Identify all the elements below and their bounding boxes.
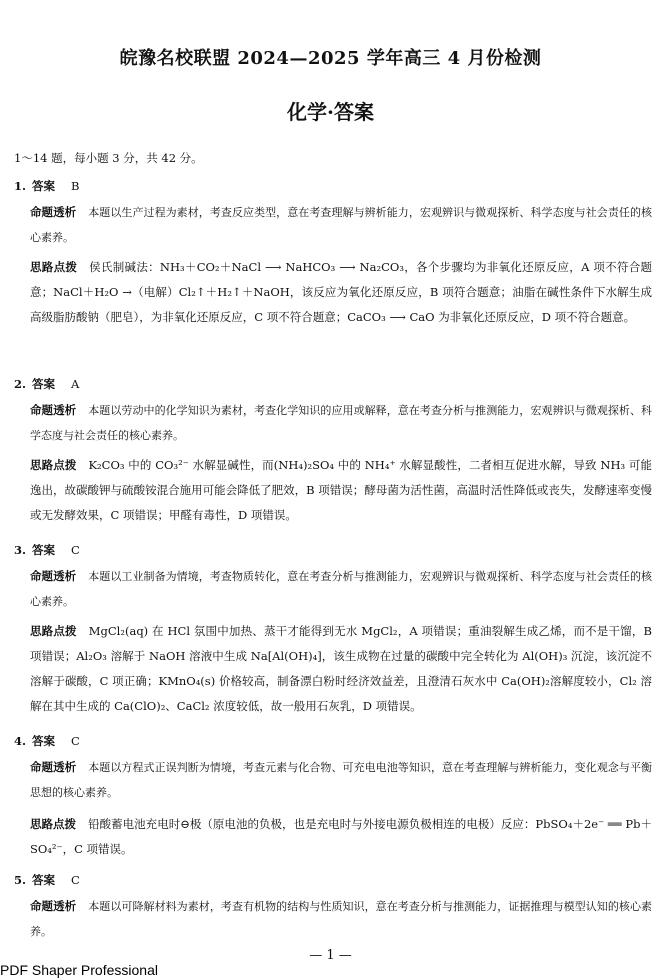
answer-value: B — [71, 179, 80, 193]
analysis-paragraph — [30, 398, 652, 448]
analysis-text: 本题以生产过程为素材，考查反应类型，意在考查理解与辨析能力，宏观辨识与微观探析、科学态度与社会责任的核心素养。 — [30, 206, 653, 244]
question-heading — [14, 178, 80, 194]
hint-paragraph — [30, 453, 652, 528]
scoring-intro: 1～14 题，每小题 3 分，共 42 分。 — [14, 151, 203, 165]
analysis-text: 本题以工业制备为情境，考查物质转化，意在考查分析与推测能力，宏观辨识与微观探析、科学态度与社会责任的核心素养。 — [30, 570, 653, 608]
page-title: 皖豫名校联盟 2024—2025 学年高三 4 月份检测 — [119, 48, 542, 69]
analysis-text: 本题以劳动中的化学知识为素材，考查化学知识的应用或解释，意在考查分析与推测能力，宏观辨识与微观探析、科学态度与社会责任的核心素养。 — [30, 404, 653, 442]
answer-label: 答案 — [32, 377, 56, 391]
analysis-paragraph — [30, 200, 652, 250]
hint-text: 侯氏制碱法：NH₃＋CO₂＋NaCl ⟶ NaHCO₃ ⟶ Na₂CO₃，各个步骤均为非氧化还原反应，A 项不符合题意；NaCl＋H₂O →（电解）Cl₂↑＋H₂↑＋NaOH，该反应为氧化还原反应，B 项符合题意；油脂在碱性条件下水解生成高级脂肪酸钠（肥皂），为非氧化还原反应，C 项不符合题意；CaCO₃ ⟶ CaO 为非氧化还原反应，D 项不符合题意。 — [30, 260, 653, 324]
hint-label: 思路点拨 — [30, 624, 77, 638]
question-heading — [14, 542, 80, 558]
analysis-paragraph — [30, 894, 652, 944]
hint-paragraph — [30, 255, 652, 330]
question-number: 2. — [14, 377, 27, 391]
answer-label: 答案 — [32, 543, 56, 557]
answer-value: A — [71, 377, 80, 391]
answer-value: C — [71, 543, 80, 557]
hint-label: 思路点拨 — [30, 458, 77, 472]
answer-label: 答案 — [32, 734, 56, 748]
analysis-label: 命题透析 — [30, 569, 77, 583]
question-heading — [14, 376, 79, 392]
answer-label: 答案 — [32, 873, 56, 887]
hint-text: 铅酸蓄电池充电时⊖极（原电池的负极，也是充电时与外接电源负极相连的电极）反应：PbSO₄＋2e⁻ ══ Pb＋SO₄²⁻，C 项错误。 — [30, 817, 652, 856]
question-number: 1. — [14, 179, 27, 193]
answer-label: 答案 — [32, 179, 56, 193]
page-number: — 1 — — [309, 948, 352, 963]
analysis-label: 命题透析 — [30, 760, 77, 774]
analysis-label: 命题透析 — [30, 403, 77, 417]
analysis-paragraph — [30, 564, 652, 614]
hint-label: 思路点拨 — [30, 260, 78, 274]
hint-text: K₂CO₃ 中的 CO₃²⁻ 水解显碱性，而(NH₄)₂SO₄ 中的 NH₄⁺ 水解显酸性，二者相互促进水解，导致 NH₃ 可能逸出，故碳酸钾与硫酸铵混合施用可能会降低了肥效，B 项错误；酵母菌为活性菌，高温时活性降低或丧失，发酵速率变慢或无发酵效果，C 项错误；甲醛有毒性，D 项错误。 — [30, 458, 652, 522]
question-number: 5. — [14, 873, 27, 887]
analysis-text: 本题以可降解材料为素材，考查有机物的结构与性质知识，意在考查分析与推测能力，证据推理与模型认知的核心素养。 — [30, 900, 653, 938]
hint-text: MgCl₂(aq) 在 HCl 氛围中加热、蒸干才能得到无水 MgCl₂，A 项错误；重油裂解生成乙烯，而不是干馏，B 项错误；Al₂O₃ 溶解于 NaOH 溶液中生成 Na[Al(OH)₄]，该生成物在过量的碳酸中完全转化为 Al(OH)₃ 沉淀，该沉淀不溶解于碳酸，C 项正确；KMnO₄(s) 价格较高，制备漂白粉时经济效益差，且澄清石灰水中 Ca(OH)₂溶解度较小，Cl₂ 溶解在其中生成的 Ca(ClO)₂、CaCl₂ 浓度较低，故一般用石灰乳，D 项错误。 — [30, 624, 652, 713]
hint-paragraph — [30, 619, 652, 719]
analysis-label: 命题透析 — [30, 205, 77, 219]
watermark-text: PDF Shaper Professional — [0, 962, 158, 978]
page-subtitle: 化学·答案 — [287, 100, 374, 124]
question-heading — [14, 733, 80, 749]
answer-value: C — [71, 873, 80, 887]
analysis-label: 命题透析 — [30, 899, 77, 913]
hint-label: 思路点拨 — [30, 817, 77, 831]
question-number: 4. — [14, 734, 27, 748]
question-number: 3. — [14, 543, 27, 557]
question-heading — [14, 872, 80, 888]
analysis-text: 本题以方程式正误判断为情境，考查元素与化合物、可充电电池等知识，意在考查理解与辨析能力，变化观念与平衡思想的核心素养。 — [30, 761, 653, 799]
hint-paragraph — [30, 812, 652, 862]
answer-value: C — [71, 734, 80, 748]
analysis-paragraph — [30, 755, 652, 805]
